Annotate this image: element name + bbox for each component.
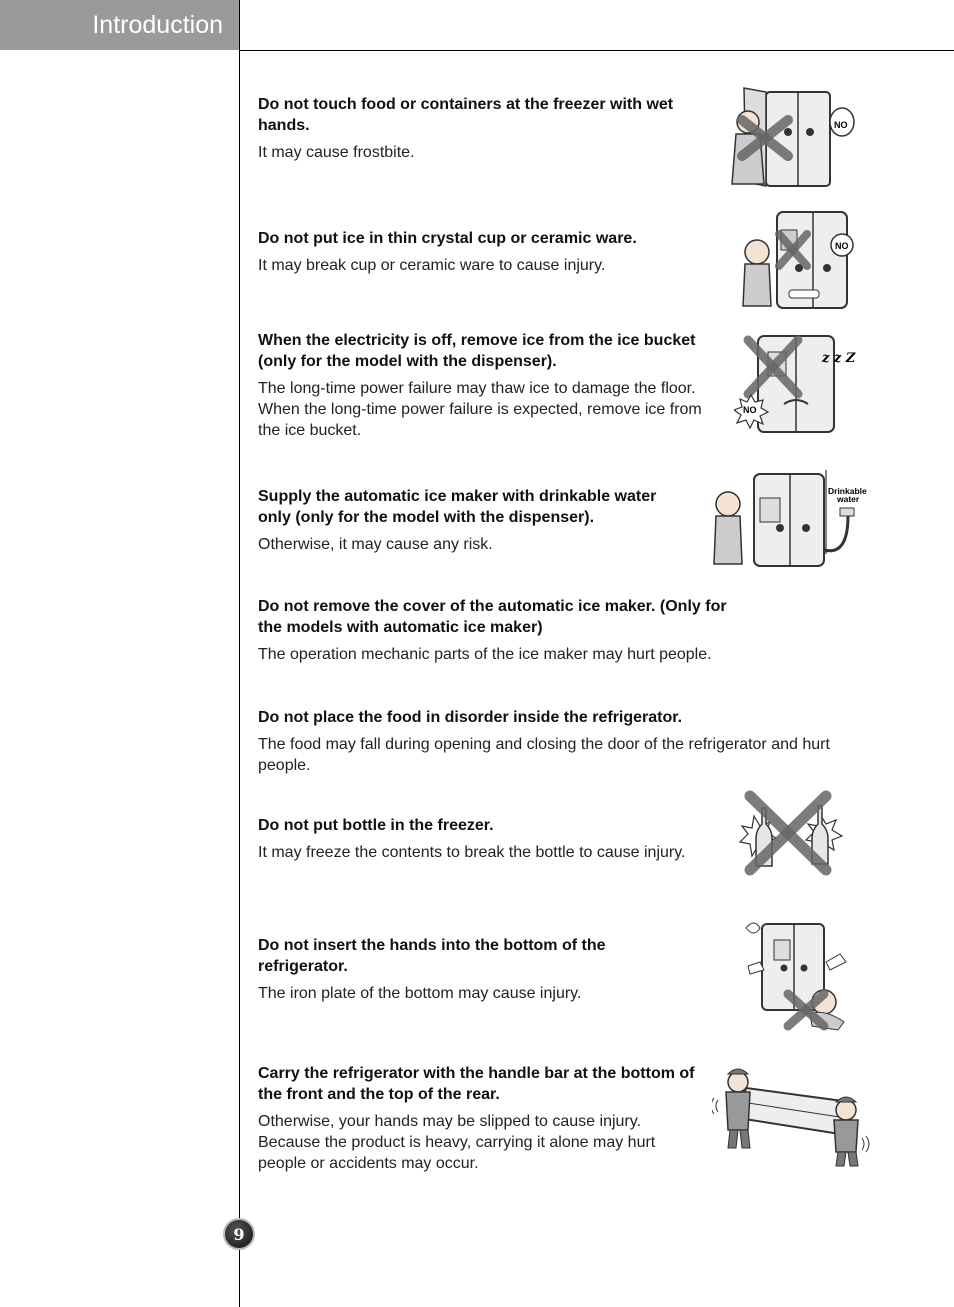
warning-item-drinkable-water xyxy=(258,486,688,555)
warning-title: Do not insert the hands into the bottom of the refrigerator. xyxy=(258,937,606,975)
warning-title: When the electricity is off, remove ice from the ice bucket (only for the model with the dispenser). xyxy=(258,332,696,370)
warning-body: The iron plate of the bottom may cause injury. xyxy=(258,985,582,1002)
warning-item-frostbite xyxy=(258,94,708,163)
warning-body: The operation mechanic parts of the ice maker may hurt people. xyxy=(258,646,712,663)
margin-rule xyxy=(239,0,240,1307)
hands-bottom-illustration xyxy=(744,916,856,1032)
warning-body: The food may fall during opening and closing the door of the refrigerator and hurt people. xyxy=(258,736,830,774)
warning-item-bottle-freezer xyxy=(258,815,713,863)
frostbite-illustration xyxy=(722,86,872,190)
warning-body: Otherwise, it may cause any risk. xyxy=(258,536,493,553)
page-number-text: 9 xyxy=(233,1224,245,1244)
page-number xyxy=(223,1218,255,1250)
section-title: Introduction xyxy=(92,10,223,39)
no-label: NO xyxy=(743,405,757,415)
warning-item-crystal-cup xyxy=(258,228,708,276)
warning-title: Do not place the food in disorder inside the refrigerator. xyxy=(258,709,683,726)
carry-refrigerator-illustration xyxy=(712,1064,870,1172)
warning-title: Carry the refrigerator with the handle bar at the bottom of the front and the top of the rear. xyxy=(258,1065,695,1103)
warning-title: Supply the automatic ice maker with drinkable water only (only for the model with the dispenser). xyxy=(258,488,657,526)
warning-body: The long-time power failure may thaw ice to damage the floor. When the long-time power failure is expected, remove ice from the ice bucket. xyxy=(258,380,702,439)
warning-item-power-failure xyxy=(258,330,713,441)
no-label: NO xyxy=(835,241,849,251)
header-divider xyxy=(240,50,954,51)
no-label: NO xyxy=(834,120,848,130)
water-label: water xyxy=(837,494,860,504)
section-header-tab xyxy=(0,0,240,50)
warning-body: It may freeze the contents to break the bottle to cause injury. xyxy=(258,844,686,861)
warning-body: Otherwise, your hands may be slipped to cause injury. Because the product is heavy, carrying it alone may hurt people or accidents may occur. xyxy=(258,1113,656,1172)
warning-title: Do not put ice in thin crystal cup or ceramic ware. xyxy=(258,230,637,247)
power-failure-illustration xyxy=(734,332,864,436)
zzz-label: z z Z xyxy=(822,351,856,366)
warning-item-food-disorder xyxy=(258,707,858,776)
warning-body: It may cause frostbite. xyxy=(258,144,415,161)
warning-body: It may break cup or ceramic ware to cause injury. xyxy=(258,257,606,274)
bottle-freezer-illustration xyxy=(738,786,848,880)
warning-title: Do not remove the cover of the automatic ice maker. (Only for the models with automatic ice maker) xyxy=(258,598,727,636)
warning-item-ice-maker-cover xyxy=(258,596,738,665)
warning-title: Do not put bottle in the freezer. xyxy=(258,817,494,834)
crystal-cup-illustration xyxy=(735,208,855,312)
drinkable-water-illustration xyxy=(708,470,878,570)
warning-item-hands-bottom xyxy=(258,935,698,1004)
warning-item-carry-refrigerator xyxy=(258,1063,698,1174)
warning-title: Do not touch food or containers at the freezer with wet hands. xyxy=(258,96,674,134)
drinkable-label: Drinkable xyxy=(828,486,867,496)
